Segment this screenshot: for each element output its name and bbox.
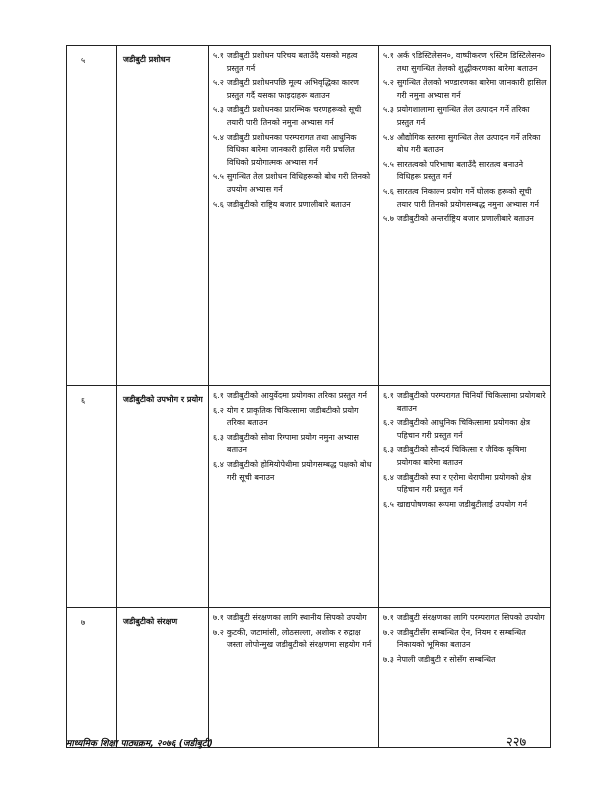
item-number: ६.१ <box>213 391 224 400</box>
item-text: प्रयोगशालामा सुगन्धित तेल उत्पादन गर्ने तरिका प्रस्तुत गर्न <box>396 105 530 127</box>
item-text: जडीबुटीको होमियोपेथीमा प्रयोगसम्बद्ध पक्षको बोध गरी सूची बनाउन <box>226 459 372 482</box>
item-number: ५.५ <box>383 159 394 169</box>
table-row <box>67 46 551 386</box>
item-text: सारतत्व निकाल्न प्रयोग गर्ने घोलक हरूको सूची तयार पारी तिनको प्रयोगसम्बद्ध नमुना अभ्यास गर्न <box>396 186 539 209</box>
curriculum-table <box>66 45 551 748</box>
list-item <box>213 104 375 129</box>
item-text: जडीबुटीको सौन्दर्य चिकित्सा र जैविक कृषिमा प्रयोगका बारेमा बताउन <box>396 445 527 467</box>
item-number: ५.२ <box>383 78 394 88</box>
item-number: ६.५ <box>383 499 394 509</box>
list-item <box>383 213 547 226</box>
list-item <box>213 199 375 212</box>
item-number: ७.१ <box>383 613 394 622</box>
item-number: ६.१ <box>383 391 394 400</box>
list-item <box>213 132 375 170</box>
item-number: ५.३ <box>383 105 394 115</box>
item-number: ६.३ <box>383 445 394 455</box>
unit-number: ६ <box>67 386 117 608</box>
item-number: ७.१ <box>213 613 224 622</box>
list-item <box>383 444 547 469</box>
page-number: २२७ <box>506 735 527 750</box>
unit-title: जडीबुटीको संरक्षण <box>117 608 209 748</box>
list-item <box>383 159 547 184</box>
list-item <box>383 132 547 157</box>
list-item <box>383 499 547 512</box>
item-number: ६.४ <box>213 459 224 469</box>
list-item <box>213 390 375 403</box>
item-text: अर्क ९डिस्टिलेसन०, वाष्पीकरण ९स्टिम डिस्टिलेसन० तथा सुगन्धित तेलको शुद्धीकरणका बारेमा बताउन <box>396 51 546 73</box>
item-number: ५.३ <box>213 105 224 115</box>
item-number: ७.२ <box>383 627 394 637</box>
list-item <box>213 50 375 75</box>
item-number: ५.६ <box>213 199 224 209</box>
item-text: जडीबुटी संरक्षणका लागि स्थानीय सिपको उपयोग <box>226 613 367 622</box>
unit-number: ७ <box>67 608 117 748</box>
list-item <box>213 405 375 430</box>
item-text: जडीबुटी प्रशोधनका परम्परागत तथा आधुनिक विधिका बारेमा जानकारी हासिल गरी प्रचलित विधिको प्रयोगात्मक अभ्यास गर्न <box>226 132 357 167</box>
item-text: जडीबुटीको सोवा रिग्पामा प्रयोग नमुना अभ्यास बताउन <box>226 432 359 455</box>
item-text: जडीबुटीको स्पा र एरोमा थेरापीमा प्रयोगको क्षेत्र पहिचान गरी प्रस्तुत गर्न <box>396 472 531 495</box>
item-text: जडीबुटीको अन्तर्राष्ट्रिय बजार प्रणालीबारे बताउन <box>396 214 534 224</box>
unit-title: जडीबुटीको उपभोग र प्रयोग <box>117 386 209 608</box>
item-number: ७.३ <box>383 654 394 664</box>
list-item <box>383 472 547 497</box>
item-number: ६.२ <box>213 405 224 415</box>
list-item <box>213 171 375 196</box>
list-item <box>383 186 547 211</box>
item-number: ५.४ <box>383 132 394 142</box>
list-item <box>383 654 547 667</box>
item-number: ५.५ <box>213 172 224 182</box>
item-number: ५.२ <box>213 78 224 88</box>
list-item <box>383 77 547 102</box>
objectives-cell <box>209 386 379 608</box>
item-number: ५.६ <box>383 186 394 196</box>
item-number: ५.१ <box>383 51 394 60</box>
unit-number: ५ <box>67 46 117 386</box>
item-text: जडीबुटीको राष्ट्रिय बजार प्रणालीबारे बताउन <box>226 199 351 209</box>
list-item <box>383 612 547 625</box>
item-text: सारतत्वको परिभाषा बताउँदै सारतत्व बनाउने विधिहरू प्रस्तुत गर्न <box>396 159 524 182</box>
item-number: ५.४ <box>213 132 224 142</box>
item-text: खाद्यपोषणका रूपमा जडीबुटीलाई उपयोग गर्न <box>396 499 528 509</box>
list-item <box>383 417 547 442</box>
list-item <box>213 612 375 625</box>
outcomes-cell <box>379 386 551 608</box>
item-number: ७.२ <box>213 627 224 637</box>
list-item <box>383 50 547 75</box>
item-text: जडीबुटी प्रशोधनपछि मूल्य अभिवृद्धिका कारण प्रस्तुत गर्दै यसका फाइदाहरू बताउन <box>226 78 359 100</box>
item-number: ६.४ <box>383 472 394 482</box>
item-text: नेपाली जडीबुटी र सोसँग सम्बन्धित <box>396 654 496 664</box>
item-text: योग र प्राकृतिक चिकित्सामा जडीबटीको प्रयोग तरिका बताउन <box>226 405 359 428</box>
item-text: जडीबुटी प्रशोधनका प्रारम्भिक चरणहरूको सूची तयारी पारी तिनको नमुना अभ्यास गर्न <box>226 105 362 127</box>
list-item <box>383 627 547 652</box>
footer-title: माध्यमिक शिक्षा पाठ्यक्रम, २०७६ (जडीबुटी) <box>66 739 213 749</box>
item-text: जडीबुटीको आधुनिक चिकित्सामा प्रयोगका क्षेत्र पहिचान गरी प्रस्तुत गर्न <box>396 418 531 440</box>
unit-title: जडीबुटी प्रशोधन <box>117 46 209 386</box>
item-number: ६.३ <box>213 432 224 442</box>
item-text: औद्योगिक स्तरमा सुगन्धित तेल उत्पादन गर्ने तरिका बोध गरी बताउन <box>396 132 541 155</box>
item-text: कुटकी, जटामांसी, लोठसल्ला, अशोक र रुद्राक्ष जस्ता लोपोन्मुख जडीबुटीको संरक्षणमा सहयोग गर्न <box>226 627 372 650</box>
item-number: ५.७ <box>383 214 394 224</box>
item-text: जडीबुटी प्रशोधन परिचय बताउँदै यसको महत्व प्रस्तुत गर्न <box>226 51 358 73</box>
table-row <box>67 608 551 748</box>
list-item <box>213 459 375 484</box>
objectives-cell <box>209 608 379 748</box>
outcomes-cell <box>379 608 551 748</box>
item-number: ६.२ <box>383 418 394 428</box>
item-text: जडीबुटीको आयुर्वेदमा प्रयोगका तरिका प्रस्तुत गर्न <box>226 391 367 400</box>
item-text: जडीबुटीसँग सम्बन्धित ऐन, नियम र सम्बन्धित निकायको भूमिका बताउन <box>396 627 526 650</box>
curriculum-table-body <box>67 46 551 748</box>
list-item <box>213 432 375 457</box>
objectives-cell <box>209 46 379 386</box>
item-number: ५.१ <box>213 51 224 60</box>
list-item <box>213 627 375 652</box>
item-text: जडीबुटीको परम्परागत चिनियाँ चिकित्सामा प्रयोगबारे बताउन <box>396 391 546 413</box>
item-text: सुगन्धित तेलको भण्डारणका बारेमा जानकारी हासिल गरी नमुना अभ्यास गर्न <box>396 78 547 100</box>
list-item <box>213 77 375 102</box>
table-row <box>67 386 551 608</box>
item-text: सुगन्धित तेल प्रशोधन विधिहरूको बोध गरी तिनको उपयोग अभ्यास गर्न <box>226 172 371 194</box>
list-item <box>383 390 547 415</box>
item-text: जडीबुटी संरक्षणका लागि परम्परागत सिपको उपयोग <box>396 613 545 622</box>
list-item <box>383 104 547 129</box>
outcomes-cell <box>379 46 551 386</box>
